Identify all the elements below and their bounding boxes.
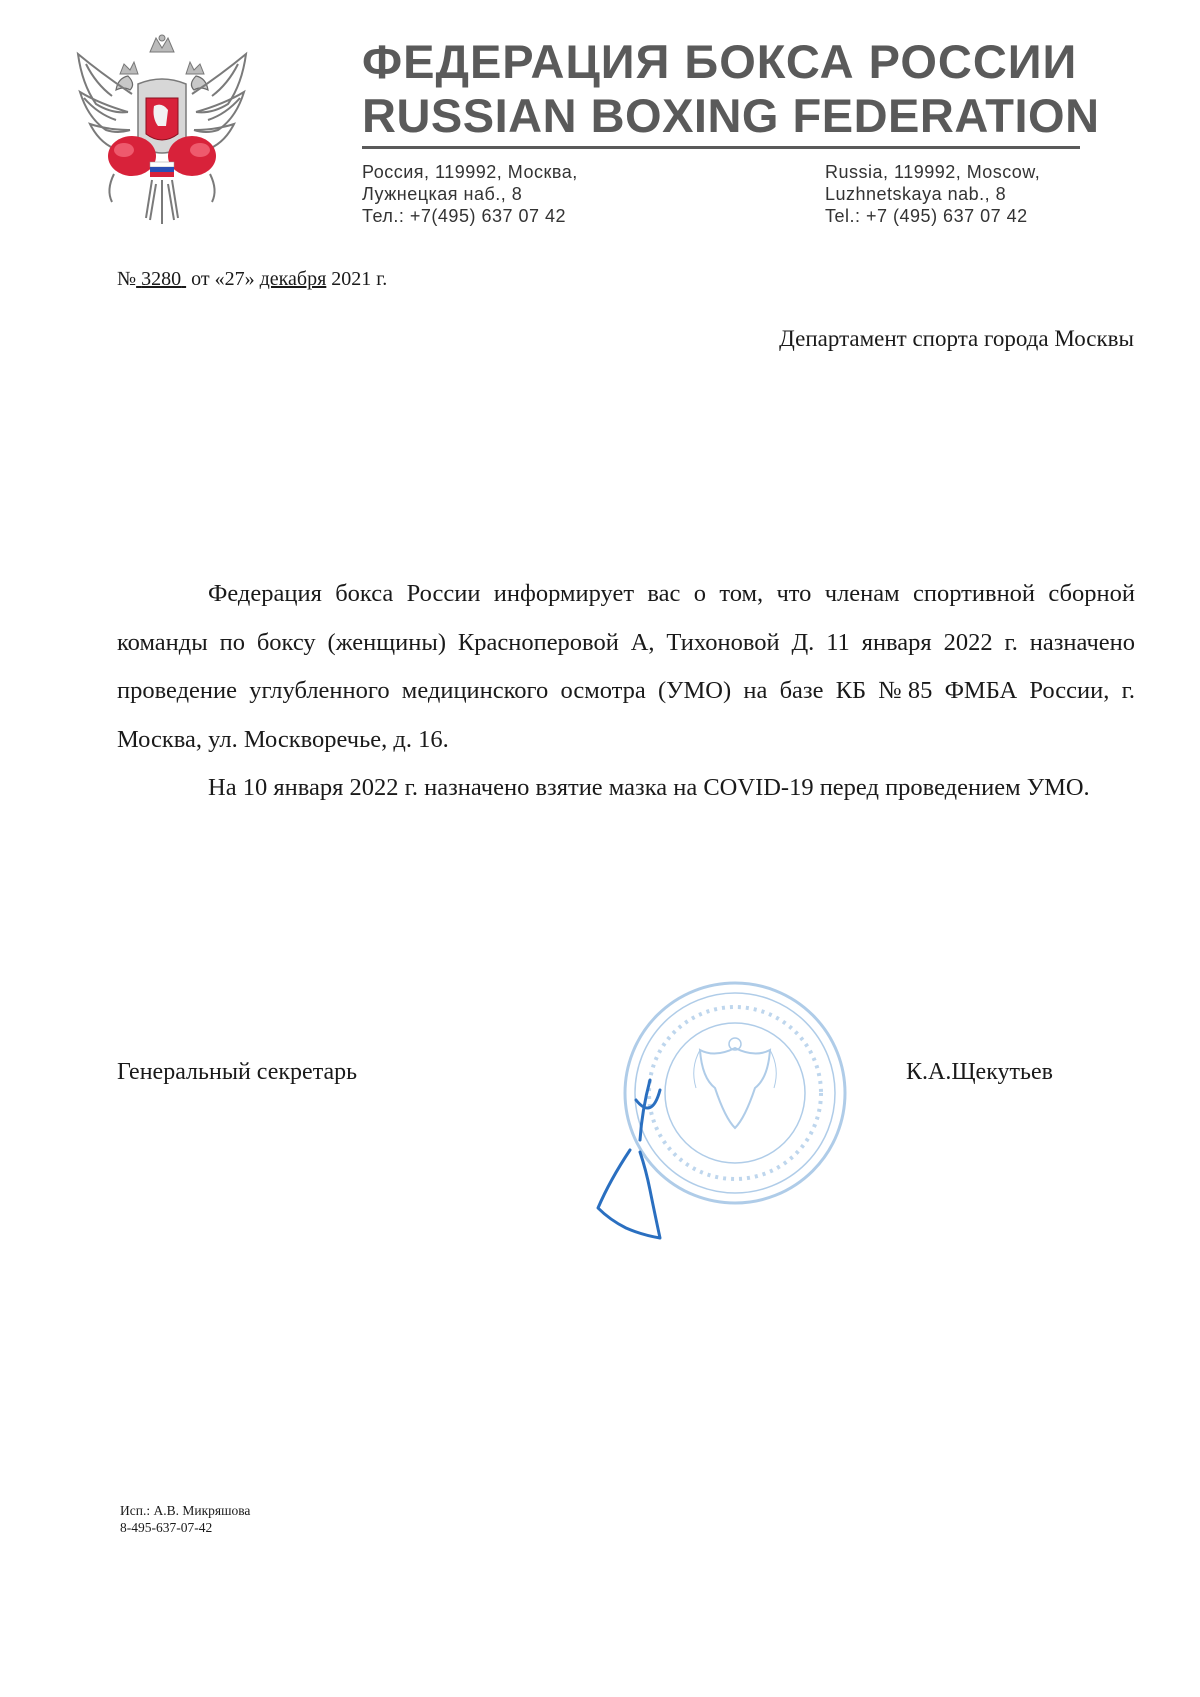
address-en-line: Russia, 119992, Moscow, bbox=[825, 162, 1041, 182]
address-ru-line: Тел.: +7(495) 637 07 42 bbox=[362, 206, 567, 226]
letter-body bbox=[117, 570, 1135, 813]
document-number: 3280 bbox=[141, 268, 182, 290]
body-paragraph-2: На 10 января 2022 г. назначено взятие мазка на COVID-19 перед проведением УМО. bbox=[208, 774, 1090, 801]
header-divider bbox=[362, 146, 1080, 149]
document-year: 2021 г. bbox=[331, 268, 388, 290]
executor-phone: 8-495-637-07-42 bbox=[120, 1520, 213, 1535]
signatory-name: К.А.Щекутьев bbox=[906, 1059, 1053, 1085]
handwritten-signature bbox=[590, 1060, 690, 1240]
federation-title-en: RUSSIAN BOXING FEDERATION bbox=[362, 89, 1100, 142]
from-word: от bbox=[191, 268, 210, 290]
address-en-line: Luzhnetskaya nab., 8 bbox=[825, 184, 1007, 204]
recipient: Департамент спорта города Москвы bbox=[779, 326, 1134, 351]
address-en-line: Tel.: +7 (495) 637 07 42 bbox=[825, 206, 1028, 226]
body-paragraph-1: Федерация бокса России информирует вас о том, что членам спортивной сборной команды по боксу (женщины) Красноперовой А, Тихоновой Д. 11 января 2022 г. назначено проведение углубленного медицинского осмотра (УМО) на базе КБ №85 ФМБА России, г. Москва, ул. Москворечье, д. 16. bbox=[117, 580, 1135, 753]
signatory-position: Генеральный секретарь bbox=[117, 1059, 358, 1085]
address-ru-line: Лужнецкая наб., 8 bbox=[362, 184, 523, 204]
document-month: декабря bbox=[259, 268, 327, 290]
address-ru bbox=[362, 161, 578, 227]
number-prefix: № bbox=[117, 268, 137, 290]
executor-name: Исп.: А.В. Микряшова bbox=[120, 1503, 251, 1518]
document-day: «27» bbox=[214, 268, 255, 290]
executor-info bbox=[120, 1502, 250, 1536]
federation-emblem bbox=[72, 34, 252, 229]
federation-title-ru: ФЕДЕРАЦИЯ БОКСА РОССИИ bbox=[362, 35, 1078, 88]
document-reference bbox=[117, 268, 387, 291]
address-ru-line: Россия, 119992, Москва, bbox=[362, 162, 578, 182]
address-en bbox=[825, 161, 1040, 227]
